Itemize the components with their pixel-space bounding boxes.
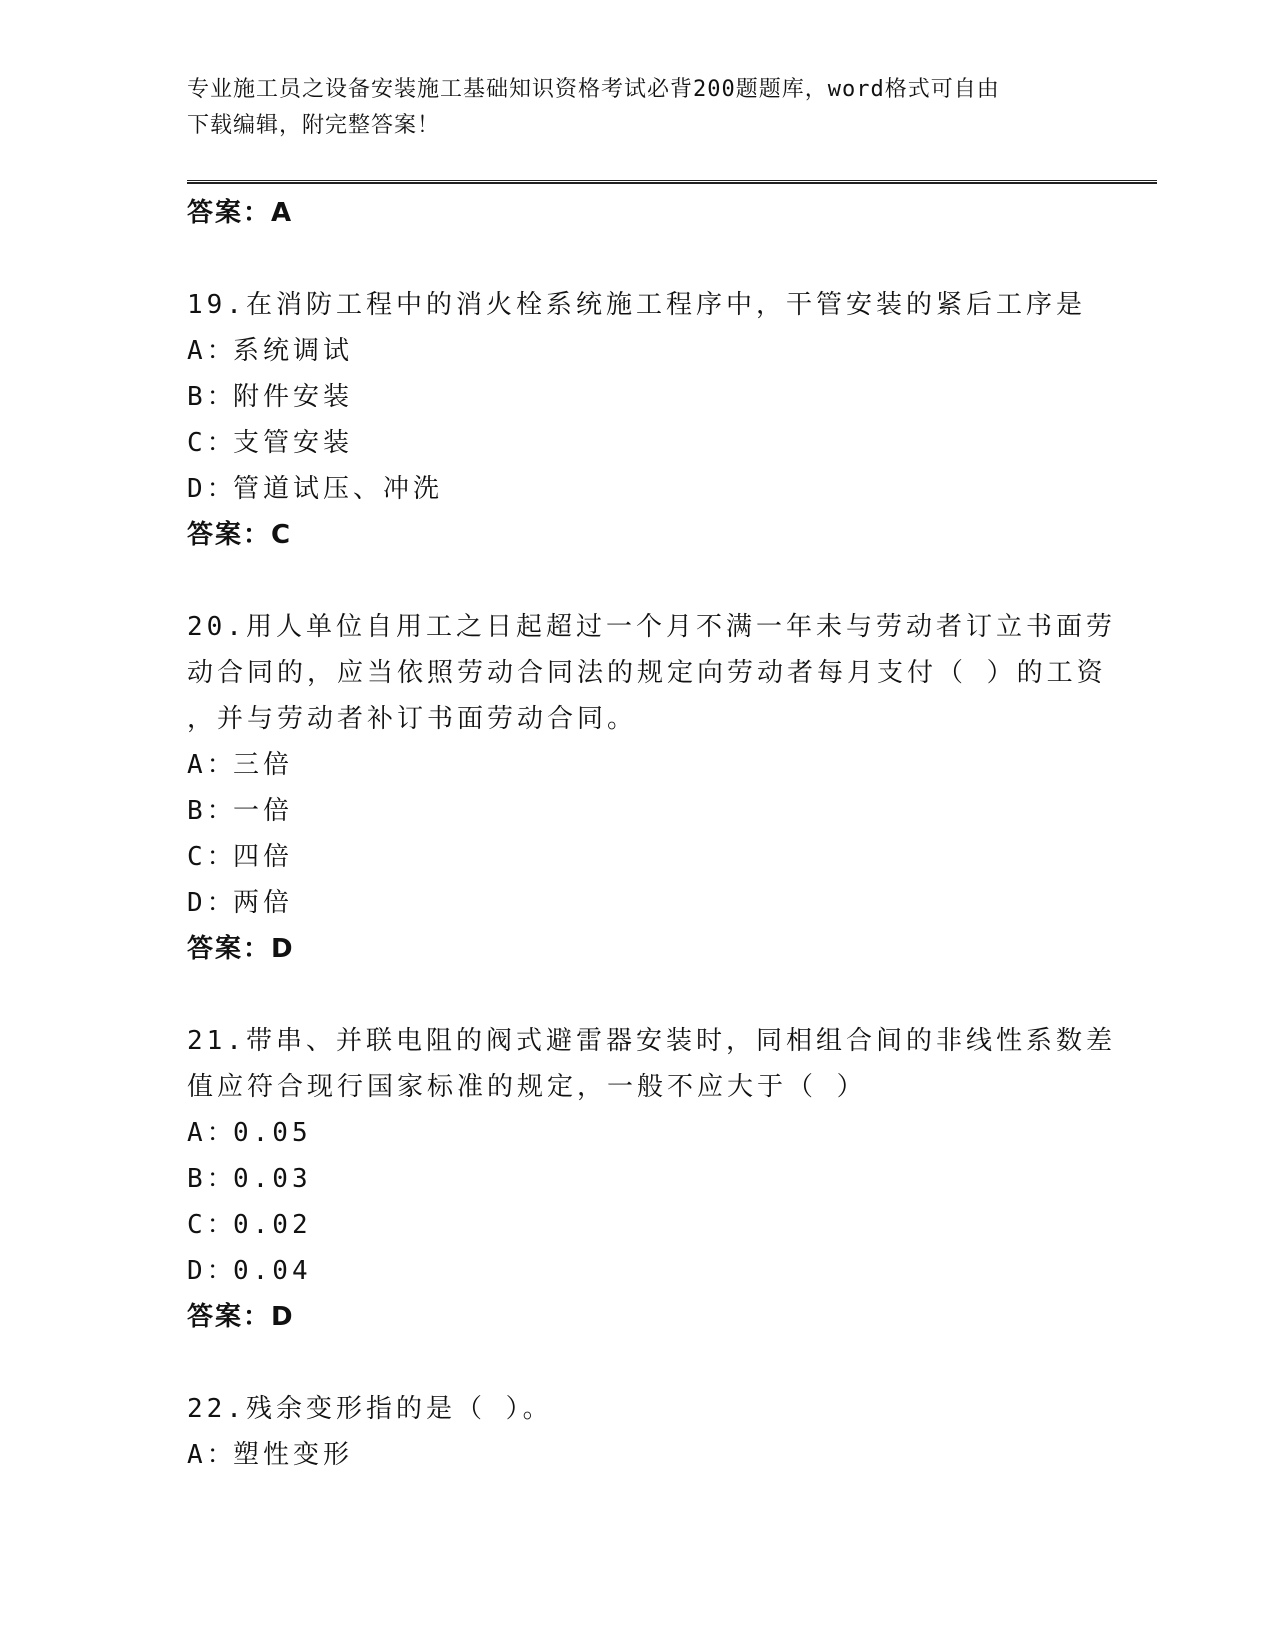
option-key: D： <box>187 888 237 918</box>
option-b <box>187 788 1087 834</box>
question-text <box>187 1386 1087 1432</box>
answer-line: 答案：D <box>187 934 295 964</box>
spacer <box>187 558 1087 604</box>
option-d <box>187 880 1087 926</box>
option-text: 0.02 <box>233 1210 312 1240</box>
question-block <box>187 282 1087 558</box>
option-b <box>187 374 1087 420</box>
question-text <box>187 604 1116 742</box>
question-line: 动合同的，应当依照劳动合同法的规定向劳动者每月支付（ ）的工资 <box>187 658 1107 688</box>
option-d <box>187 466 1087 512</box>
question-block <box>187 1386 1087 1478</box>
option-text: 两倍 <box>233 888 294 918</box>
option-text: 一倍 <box>233 796 294 826</box>
answer-line: 答案：C <box>187 520 293 550</box>
option-text: 支管安装 <box>233 428 354 458</box>
option-text: 三倍 <box>233 750 294 780</box>
question-line: 值应符合现行国家标准的规定，一般不应大于（ ） <box>187 1072 867 1102</box>
question-text <box>187 282 1087 328</box>
option-key: D： <box>187 1256 237 1286</box>
question-line: 20.用人单位自用工之日起超过一个月不满一年未与劳动者订立书面劳 <box>187 612 1116 642</box>
option-text: 附件安装 <box>233 382 354 412</box>
option-text: 四倍 <box>233 842 294 872</box>
option-text: 0.04 <box>233 1256 312 1286</box>
option-a <box>187 1432 1087 1478</box>
question-line: 22.残余变形指的是（ ）。 <box>187 1394 553 1424</box>
option-key: B： <box>187 382 237 412</box>
spacer <box>187 972 1087 1018</box>
spacer <box>187 236 1087 282</box>
answer-line: 答案：D <box>187 1302 295 1332</box>
option-text: 塑性变形 <box>233 1440 354 1470</box>
question-block <box>187 604 1116 972</box>
header-line-1: 专业施工员之设备安装施工基础知识资格考试必背200题题库，word格式可自由 <box>187 77 1000 102</box>
option-a <box>187 328 1087 374</box>
option-key: C： <box>187 428 237 458</box>
spacer <box>187 1340 1087 1386</box>
option-key: A： <box>187 1440 237 1470</box>
option-b <box>187 1156 1087 1202</box>
header-line-2: 下载编辑，附完整答案！ <box>187 113 441 138</box>
question-line: 19.在消防工程中的消火栓系统施工程序中，干管安装的紧后工序是 <box>187 290 1086 320</box>
header-divider <box>187 180 1157 184</box>
question-line: ，并与劳动者补订书面劳动合同。 <box>187 704 638 734</box>
option-key: B： <box>187 1164 237 1194</box>
option-key: A： <box>187 1118 237 1148</box>
option-c <box>187 1202 1087 1248</box>
option-a <box>187 742 1087 788</box>
option-key: D： <box>187 474 237 504</box>
option-a <box>187 1110 1087 1156</box>
option-key: B： <box>187 796 237 826</box>
document-header <box>187 72 1087 144</box>
option-text: 系统调试 <box>233 336 354 366</box>
option-key: C： <box>187 1210 237 1240</box>
answer-line: 答案：A <box>187 198 294 228</box>
option-d <box>187 1248 1087 1294</box>
question-list <box>187 190 1116 1478</box>
option-text: 0.03 <box>233 1164 312 1194</box>
question-text <box>187 1018 1116 1110</box>
question-line: 21.带串、并联电阻的阀式避雷器安装时，同相组合间的非线性系数差 <box>187 1026 1116 1056</box>
option-key: A： <box>187 750 237 780</box>
option-key: C： <box>187 842 237 872</box>
option-key: A： <box>187 336 237 366</box>
option-text: 0.05 <box>233 1118 312 1148</box>
option-text: 管道试压、冲洗 <box>233 474 444 504</box>
question-block <box>187 1018 1116 1340</box>
option-c <box>187 420 1087 466</box>
option-c <box>187 834 1087 880</box>
